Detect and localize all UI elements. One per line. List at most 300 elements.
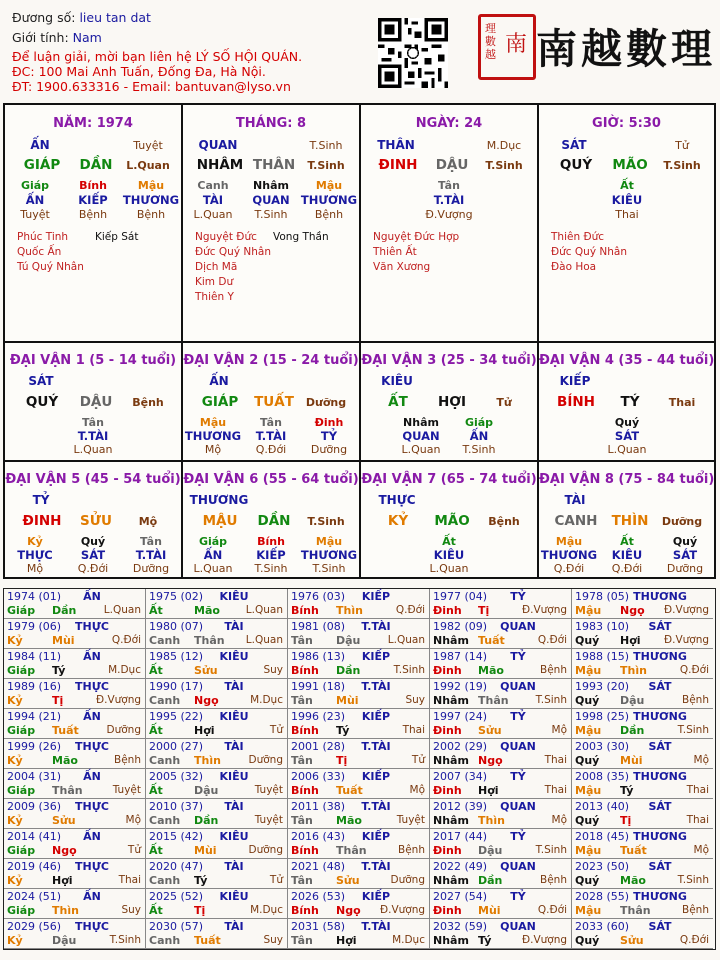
year-cell[interactable] bbox=[288, 589, 430, 619]
year-branch: Mùi bbox=[620, 754, 643, 767]
year-cell[interactable] bbox=[4, 649, 146, 679]
year-cell[interactable] bbox=[430, 769, 572, 799]
year-stem: Bính bbox=[291, 604, 319, 617]
dai-van-6 bbox=[183, 462, 359, 577]
year-label: 1993 (20) bbox=[575, 680, 630, 693]
year-ten-god: THƯƠNG bbox=[633, 710, 687, 723]
year-branch: Ngọ bbox=[194, 694, 219, 707]
year-ten-god: ẤN bbox=[83, 890, 101, 903]
year-cell[interactable] bbox=[4, 769, 146, 799]
year-ten-god: KIÊU bbox=[219, 890, 249, 903]
heavenly-stem: KỶ bbox=[387, 513, 409, 529]
year-life-stage: Đ.Vượng bbox=[380, 904, 426, 916]
dai-van-title: ĐẠI VẬN 4 (35 - 44 tuổi) bbox=[539, 353, 715, 368]
year-life-stage: Tử bbox=[269, 724, 283, 736]
dai-van-1 bbox=[5, 343, 181, 460]
year-label: 1977 (04) bbox=[433, 590, 488, 603]
year-stem: Nhâm bbox=[433, 814, 469, 827]
year-stem: Đinh bbox=[433, 784, 462, 797]
year-label: 2030 (57) bbox=[149, 920, 204, 933]
year-life-stage: Dưỡng bbox=[390, 874, 425, 886]
year-cell[interactable] bbox=[430, 649, 572, 679]
year-label: 1998 (25) bbox=[575, 710, 630, 723]
year-branch: Sửu bbox=[620, 934, 644, 947]
year-cell[interactable] bbox=[572, 829, 713, 859]
year-life-stage: Đ.Vượng bbox=[522, 604, 568, 616]
year-label: 1981 (08) bbox=[291, 620, 346, 633]
year-life-stage: Bệnh bbox=[540, 664, 567, 676]
year-cell[interactable] bbox=[146, 919, 288, 949]
year-cell[interactable] bbox=[4, 799, 146, 829]
hidden-ten-god: T.TÀI bbox=[433, 193, 465, 207]
year-cell[interactable] bbox=[146, 889, 288, 919]
ten-god-label: THÂN bbox=[377, 138, 415, 152]
year-cell[interactable] bbox=[430, 619, 572, 649]
year-life-stage: Q.Đới bbox=[537, 904, 567, 916]
gender-value: Nam bbox=[72, 30, 102, 45]
year-life-stage: Mộ bbox=[125, 814, 141, 826]
year-branch: Thìn bbox=[478, 814, 505, 827]
heavenly-stem: QUÝ bbox=[559, 157, 593, 173]
hidden-stem: Bính bbox=[257, 535, 285, 548]
hidden-stem: Đinh bbox=[314, 416, 344, 429]
hidden-stem: Ất bbox=[620, 535, 634, 548]
hidden-ten-god: T.TÀI bbox=[135, 548, 167, 562]
hidden-stem: Mậu bbox=[555, 535, 583, 548]
year-branch: Tuất bbox=[336, 784, 363, 797]
year-ten-god: SÁT bbox=[648, 920, 672, 933]
year-cell[interactable] bbox=[572, 739, 713, 769]
year-life-stage: Bệnh bbox=[682, 904, 709, 916]
year-ten-god: TÀI bbox=[224, 920, 244, 933]
year-label: 2032 (59) bbox=[433, 920, 488, 933]
year-ten-god: SÁT bbox=[648, 680, 672, 693]
year-ten-god: T.TÀI bbox=[361, 680, 391, 693]
hidden-life-stage: Mộ bbox=[26, 562, 44, 575]
year-cell[interactable] bbox=[146, 739, 288, 769]
hidden-stem: Quý bbox=[80, 535, 106, 548]
earthly-branch: TÝ bbox=[620, 394, 640, 410]
earthly-branch: THÂN bbox=[252, 157, 296, 173]
year-ten-god: SÁT bbox=[648, 620, 672, 633]
year-life-stage: Thai bbox=[118, 874, 141, 886]
life-stage-label: Tử bbox=[675, 139, 689, 152]
hidden-ten-god: THƯƠNG bbox=[540, 548, 598, 562]
year-branch: Mão bbox=[194, 604, 220, 617]
year-stem: Quý bbox=[575, 754, 600, 767]
life-stage-label: T.Sinh bbox=[309, 139, 343, 152]
earthly-branch: MÃO bbox=[612, 157, 648, 173]
hidden-life-stage: Q.Đới bbox=[255, 443, 287, 456]
year-cell[interactable] bbox=[4, 739, 146, 769]
life-stage-label: Dưỡng bbox=[305, 396, 347, 409]
year-cell[interactable] bbox=[146, 589, 288, 619]
year-cell[interactable] bbox=[288, 739, 430, 769]
year-label: 1985 (12) bbox=[149, 650, 204, 663]
year-ten-god: QUAN bbox=[500, 920, 536, 933]
year-label: 2007 (34) bbox=[433, 770, 488, 783]
year-cell[interactable] bbox=[288, 709, 430, 739]
year-ten-god: T.TÀI bbox=[361, 740, 391, 753]
year-cell[interactable] bbox=[4, 829, 146, 859]
hidden-ten-god: KIÊU bbox=[611, 193, 643, 207]
year-label: 1982 (09) bbox=[433, 620, 488, 633]
year-ten-god: THỰC bbox=[75, 740, 109, 753]
dai-van-8 bbox=[539, 462, 714, 577]
dai-van-3 bbox=[361, 343, 537, 460]
year-branch: Dần bbox=[52, 604, 77, 617]
earthly-branch: TUẤT bbox=[254, 394, 294, 410]
year-branch: Dậu bbox=[620, 694, 645, 707]
year-label: 1976 (03) bbox=[291, 590, 346, 603]
hidden-ten-god: T.TÀI bbox=[77, 429, 109, 443]
year-branch: Tị bbox=[194, 904, 206, 917]
year-cell[interactable] bbox=[146, 709, 288, 739]
year-cell[interactable] bbox=[288, 619, 430, 649]
year-life-stage: Tuyệt bbox=[254, 814, 283, 826]
year-branch: Tị bbox=[52, 694, 64, 707]
year-branch: Mùi bbox=[194, 844, 217, 857]
year-label: 2026 (53) bbox=[291, 890, 346, 903]
year-cell[interactable] bbox=[288, 889, 430, 919]
ten-god-label: SÁT bbox=[561, 138, 587, 152]
earthly-branch: DẦN bbox=[79, 157, 113, 173]
year-stem: Giáp bbox=[7, 604, 36, 617]
year-cell[interactable] bbox=[146, 859, 288, 889]
year-life-stage: Bệnh bbox=[682, 694, 709, 706]
hidden-ten-god: THƯƠNG bbox=[122, 193, 180, 207]
year-life-stage: Đ.Vượng bbox=[96, 694, 142, 706]
year-stem: Tân bbox=[291, 874, 313, 887]
year-stem: Bính bbox=[291, 724, 319, 737]
year-cell[interactable] bbox=[4, 589, 146, 619]
year-cell[interactable] bbox=[288, 649, 430, 679]
pillar-1 bbox=[5, 105, 181, 341]
year-cell[interactable] bbox=[430, 859, 572, 889]
ten-god-label: TỶ bbox=[32, 493, 50, 507]
heavenly-stem: CANH bbox=[554, 513, 598, 529]
gender-line bbox=[12, 30, 102, 46]
year-life-stage: Mộ bbox=[693, 844, 709, 856]
year-stem: Giáp bbox=[7, 904, 36, 917]
star-item: Kim Dư bbox=[195, 276, 234, 288]
year-stem: Kỷ bbox=[7, 634, 23, 647]
hidden-ten-god: SÁT bbox=[614, 429, 640, 443]
year-stem: Tân bbox=[291, 754, 313, 767]
dai-van-title: ĐẠI VẬN 3 (25 - 34 tuổi) bbox=[361, 353, 537, 368]
year-cell[interactable] bbox=[430, 799, 572, 829]
hidden-life-stage: L.Quan bbox=[73, 443, 113, 456]
star-item: Thiên Y bbox=[195, 291, 234, 303]
hidden-ten-god: KIÊU bbox=[611, 548, 643, 562]
year-life-stage: Q.Đới bbox=[111, 634, 141, 646]
year-branch: Mão bbox=[52, 754, 78, 767]
year-life-stage: Đ.Vượng bbox=[664, 634, 710, 646]
header bbox=[0, 0, 720, 100]
hidden-ten-god: KIẾP bbox=[78, 193, 108, 207]
hidden-life-stage: L.Quan bbox=[193, 562, 233, 575]
year-stem: Bính bbox=[291, 784, 319, 797]
name-line bbox=[12, 10, 151, 26]
hidden-stem: Mậu bbox=[315, 179, 343, 192]
year-ten-god: TỶ bbox=[510, 890, 526, 903]
year-ten-god: THỰC bbox=[75, 800, 109, 813]
year-cell[interactable] bbox=[572, 679, 713, 709]
year-stem: Kỷ bbox=[7, 814, 23, 827]
year-branch: Tý bbox=[194, 874, 208, 887]
year-branch: Tuất bbox=[194, 934, 221, 947]
year-cell[interactable] bbox=[430, 739, 572, 769]
year-label: 1999 (26) bbox=[7, 740, 62, 753]
year-label: 2021 (48) bbox=[291, 860, 346, 873]
year-stem: Bính bbox=[291, 844, 319, 857]
year-stem: Giáp bbox=[7, 664, 36, 677]
year-label: 1979 (06) bbox=[7, 620, 62, 633]
branch-life-stage: T.Sinh bbox=[485, 159, 523, 172]
year-label: 2027 (54) bbox=[433, 890, 488, 903]
year-ten-god: TÀI bbox=[224, 800, 244, 813]
hidden-stem: Mậu bbox=[137, 179, 165, 192]
life-stage-label: Tuyệt bbox=[133, 139, 163, 152]
year-cell[interactable] bbox=[288, 859, 430, 889]
year-cell[interactable] bbox=[4, 889, 146, 919]
year-cell[interactable] bbox=[430, 709, 572, 739]
year-cell[interactable] bbox=[288, 679, 430, 709]
year-cell[interactable] bbox=[288, 799, 430, 829]
dai-van-7 bbox=[361, 462, 537, 577]
year-label: 1996 (23) bbox=[291, 710, 346, 723]
earthly-branch: THÌN bbox=[611, 513, 649, 529]
hidden-ten-god: QUAN bbox=[402, 429, 440, 443]
year-cell[interactable] bbox=[146, 829, 288, 859]
qr-code-icon[interactable] bbox=[378, 18, 448, 88]
hidden-ten-god: KIÊU bbox=[433, 548, 465, 562]
year-cell[interactable] bbox=[4, 709, 146, 739]
year-ten-god: TỶ bbox=[510, 830, 526, 843]
year-ten-god: THƯƠNG bbox=[633, 770, 687, 783]
hidden-life-stage: Bệnh bbox=[78, 208, 108, 221]
year-label: 1984 (11) bbox=[7, 650, 62, 663]
year-life-stage: Q.Đới bbox=[537, 634, 567, 646]
year-ten-god: KIÊU bbox=[219, 650, 249, 663]
year-label: 2009 (36) bbox=[7, 800, 62, 813]
year-label: 1992 (19) bbox=[433, 680, 488, 693]
year-label: 2033 (60) bbox=[575, 920, 630, 933]
earthly-branch: DẦN bbox=[257, 513, 291, 529]
year-cell[interactable] bbox=[146, 799, 288, 829]
year-life-stage: M.Dục bbox=[250, 904, 283, 916]
year-ten-god: TỶ bbox=[510, 590, 526, 603]
life-stage-label: Mộ bbox=[138, 515, 158, 528]
year-cell[interactable] bbox=[430, 679, 572, 709]
year-cell[interactable] bbox=[146, 649, 288, 679]
year-cell[interactable] bbox=[146, 619, 288, 649]
year-branch: Hợi bbox=[336, 934, 357, 947]
hidden-stem: Nhâm bbox=[403, 416, 439, 429]
year-cell[interactable] bbox=[430, 589, 572, 619]
year-branch: Tý bbox=[478, 934, 492, 947]
year-branch: Tị bbox=[620, 814, 632, 827]
ten-god-label: ẤN bbox=[209, 374, 229, 388]
hidden-ten-god: T.TÀI bbox=[255, 429, 287, 443]
life-stage-label: M.Dục bbox=[486, 139, 522, 152]
year-stem: Mậu bbox=[575, 784, 602, 797]
hidden-stem: Tân bbox=[140, 535, 162, 548]
star-item: Văn Xương bbox=[373, 261, 431, 273]
hidden-stem: Giáp bbox=[464, 416, 494, 429]
year-ten-god: T.TÀI bbox=[361, 920, 391, 933]
year-cell[interactable] bbox=[572, 799, 713, 829]
year-label: 1994 (21) bbox=[7, 710, 62, 723]
year-stem: Tân bbox=[291, 634, 313, 647]
year-label: 2023 (50) bbox=[575, 860, 630, 873]
year-branch: Hợi bbox=[478, 784, 499, 797]
year-stem: Mậu bbox=[575, 844, 602, 857]
contact-line-3[interactable]: ĐT: 1900.633316 - Email: bantuvan@lyso.vn bbox=[12, 79, 291, 94]
year-branch: Hợi bbox=[194, 724, 215, 737]
hidden-ten-god: KIẾP bbox=[256, 548, 286, 562]
hidden-life-stage: L.Quan bbox=[429, 562, 469, 575]
hidden-life-stage: Q.Đới bbox=[611, 562, 643, 575]
year-stem: Ất bbox=[149, 904, 163, 917]
year-label: 2022 (49) bbox=[433, 860, 488, 873]
hidden-life-stage: Tuyệt bbox=[20, 208, 50, 221]
year-life-stage: Mộ bbox=[551, 814, 567, 826]
hidden-life-stage: Q.Đới bbox=[553, 562, 585, 575]
dai-van-title: ĐẠI VẬN 7 (65 - 74 tuổi) bbox=[361, 472, 537, 487]
year-stem: Quý bbox=[575, 694, 600, 707]
year-branch: Dần bbox=[478, 874, 503, 887]
red-seal-stamp: 理 數 越 南 bbox=[478, 14, 536, 80]
year-life-stage: Tử bbox=[127, 844, 141, 856]
year-label: 2017 (44) bbox=[433, 830, 488, 843]
year-cell[interactable] bbox=[146, 679, 288, 709]
year-cell[interactable] bbox=[572, 919, 713, 949]
year-ten-god: KIẾP bbox=[361, 590, 391, 603]
year-ten-god: QUAN bbox=[500, 800, 536, 813]
year-cell[interactable] bbox=[430, 889, 572, 919]
year-life-stage: Bệnh bbox=[114, 754, 141, 766]
year-cell[interactable] bbox=[288, 769, 430, 799]
year-stem: Ất bbox=[149, 604, 163, 617]
heavenly-stem: GIÁP bbox=[201, 394, 239, 410]
year-branch: Hợi bbox=[620, 634, 641, 647]
hidden-life-stage: L.Quan bbox=[193, 208, 233, 221]
year-cell[interactable] bbox=[4, 919, 146, 949]
year-ten-god: SÁT bbox=[648, 740, 672, 753]
hidden-ten-god: ẤN bbox=[25, 193, 45, 207]
year-stem: Tân bbox=[291, 694, 313, 707]
year-branch: Sửu bbox=[336, 874, 360, 887]
year-cell[interactable] bbox=[430, 919, 572, 949]
year-cell[interactable] bbox=[4, 679, 146, 709]
dai-van-title: ĐẠI VẬN 6 (55 - 64 tuổi) bbox=[183, 472, 359, 487]
year-stem: Mậu bbox=[575, 664, 602, 677]
year-label: 2019 (46) bbox=[7, 860, 62, 873]
year-life-stage: Dưỡng bbox=[248, 844, 283, 856]
year-stem: Quý bbox=[575, 874, 600, 887]
year-life-stage: T.Sinh bbox=[535, 694, 567, 706]
ten-god-label: KIÊU bbox=[381, 374, 413, 388]
year-branch: Sửu bbox=[194, 664, 218, 677]
year-cell[interactable] bbox=[430, 829, 572, 859]
year-cell[interactable] bbox=[572, 589, 713, 619]
year-stem: Quý bbox=[575, 814, 600, 827]
year-cell[interactable] bbox=[4, 859, 146, 889]
year-cell[interactable] bbox=[572, 619, 713, 649]
year-cell[interactable] bbox=[572, 889, 713, 919]
hidden-ten-god: QUAN bbox=[252, 193, 290, 207]
year-cell[interactable] bbox=[572, 769, 713, 799]
year-label: 2003 (30) bbox=[575, 740, 630, 753]
year-label: 1978 (05) bbox=[575, 590, 630, 603]
year-cell[interactable] bbox=[572, 859, 713, 889]
year-stem: Đinh bbox=[433, 604, 462, 617]
year-branch: Tị bbox=[336, 754, 348, 767]
hidden-ten-god: THỰC bbox=[17, 548, 53, 562]
hidden-ten-god: TÀI bbox=[202, 193, 224, 207]
year-label: 2013 (40) bbox=[575, 800, 630, 813]
year-cell[interactable] bbox=[288, 919, 430, 949]
year-label: 1983 (10) bbox=[575, 620, 630, 633]
year-cell[interactable] bbox=[288, 829, 430, 859]
ten-god-label: KIẾP bbox=[559, 374, 591, 388]
year-ten-god: THỰC bbox=[75, 860, 109, 873]
year-label: 2008 (35) bbox=[575, 770, 630, 783]
ten-god-label: ẤN bbox=[30, 138, 50, 152]
year-life-stage: M.Dục bbox=[250, 694, 283, 706]
year-ten-god: KIÊU bbox=[219, 770, 249, 783]
year-label: 1980 (07) bbox=[149, 620, 204, 633]
year-life-stage: Mộ bbox=[551, 724, 567, 736]
year-branch: Mùi bbox=[52, 634, 75, 647]
hidden-ten-god: TỶ bbox=[320, 429, 338, 443]
year-life-stage: L.Quan bbox=[245, 634, 283, 646]
pillar-2 bbox=[183, 105, 359, 341]
year-ten-god: THỰC bbox=[75, 920, 109, 933]
year-stem: Giáp bbox=[7, 844, 36, 857]
hidden-life-stage: Mộ bbox=[204, 443, 222, 456]
year-life-stage: Suy bbox=[121, 904, 141, 916]
year-cell[interactable] bbox=[572, 709, 713, 739]
gender-label: Giới tính: bbox=[12, 30, 69, 45]
year-ten-god: KIẾP bbox=[361, 830, 391, 843]
year-cell[interactable] bbox=[572, 649, 713, 679]
year-branch: Tị bbox=[478, 604, 490, 617]
hidden-life-stage: Dưỡng bbox=[310, 443, 348, 456]
pillar-title: THÁNG: 8 bbox=[235, 116, 307, 131]
year-branch: Dậu bbox=[478, 844, 503, 857]
year-branch: Mùi bbox=[478, 904, 501, 917]
year-stem: Đinh bbox=[433, 724, 462, 737]
year-life-stage: Suy bbox=[405, 694, 425, 706]
year-cell[interactable] bbox=[4, 619, 146, 649]
year-branch: Dậu bbox=[52, 934, 77, 947]
earthly-branch: MÃO bbox=[434, 513, 470, 529]
star-item: Kiếp Sát bbox=[95, 231, 139, 243]
year-label: 1986 (13) bbox=[291, 650, 346, 663]
year-stem: Kỷ bbox=[7, 754, 23, 767]
year-stem: Canh bbox=[149, 694, 181, 707]
year-label: 2012 (39) bbox=[433, 800, 488, 813]
year-ten-god: KIẾP bbox=[361, 710, 391, 723]
year-cell[interactable] bbox=[146, 769, 288, 799]
year-stem: Mậu bbox=[575, 604, 602, 617]
year-stem: Đinh bbox=[433, 904, 462, 917]
star-item: Quốc Ấn bbox=[17, 246, 62, 258]
year-label: 1991 (18) bbox=[291, 680, 346, 693]
year-life-stage: Dưỡng bbox=[248, 754, 283, 766]
